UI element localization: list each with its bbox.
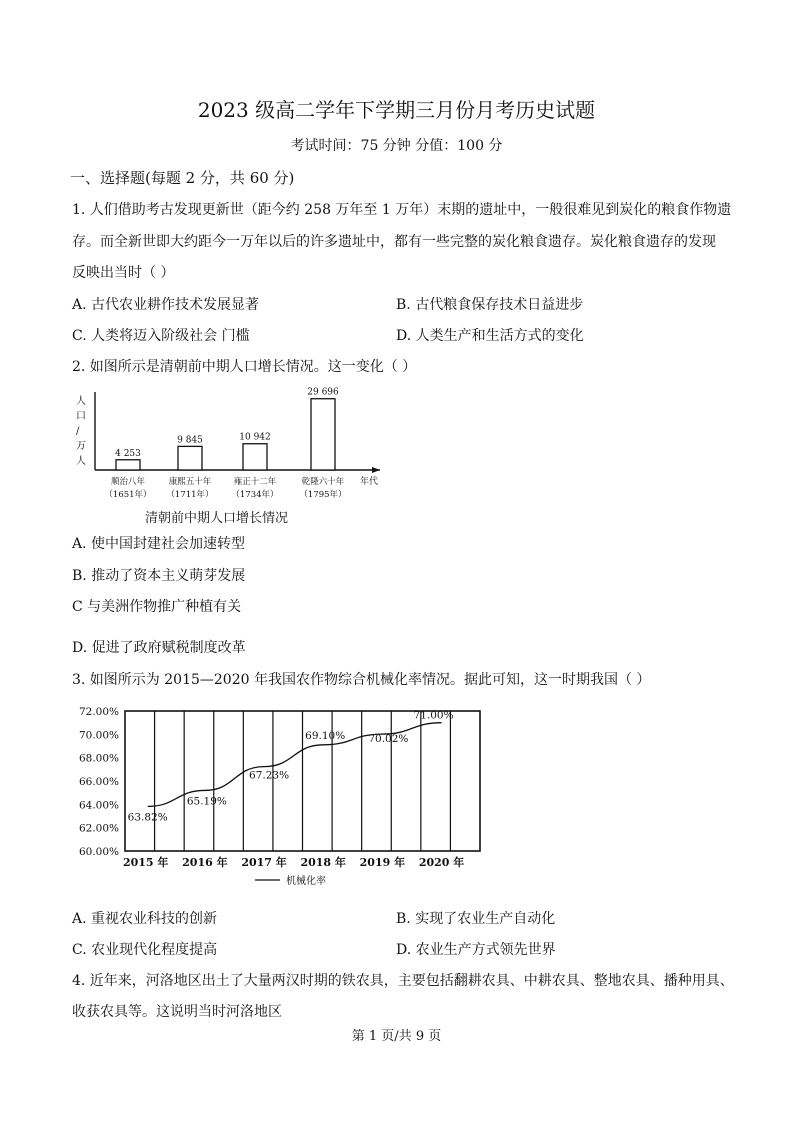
x-tick-label: 2019 年 <box>359 856 406 869</box>
question-1-option-b[interactable]: B. 古代粮食保存技术日益进步 <box>396 297 584 313</box>
population-value-label: 9 845 <box>177 435 203 446</box>
population-y-label-char: / <box>76 426 80 437</box>
x-tick-label: 2015 年 <box>122 856 169 869</box>
question-1-option-d[interactable]: D. 人类生产和生活方式的变化 <box>396 328 584 344</box>
population-category-year: （1711年） <box>166 490 214 500</box>
question-2-option-a[interactable]: A. 使中国封建社会加速转型 <box>72 536 246 552</box>
legend-label: 机械化率 <box>286 876 326 887</box>
y-tick-label: 60.00% <box>78 846 119 858</box>
y-tick-label: 72.00% <box>78 706 119 718</box>
population-x-axis-arrow <box>372 467 380 473</box>
data-label: 65.19% <box>186 795 227 808</box>
y-tick-label: 66.00% <box>78 776 119 788</box>
y-tick-label: 64.00% <box>78 799 119 812</box>
y-tick-label: 62.00% <box>78 822 119 835</box>
question-1-line-2: 存。而全新世即大约距今一万年以后的许多遗址中，都有一些完整的炭化粮食遗存。炭化粮食遗存的发现 <box>72 234 716 250</box>
population-bar <box>311 399 335 470</box>
population-x-axis-label: 年代 <box>360 477 379 487</box>
question-3-stem: 3. 如图所示为 2015—2020 年我国农作物综合机械化率情况。据此可知，这一时期我国（ ） <box>72 672 651 688</box>
data-label: 71.00% <box>413 709 454 722</box>
question-1-option-c[interactable]: C. 人类将迈入阶级社会 门槛 <box>72 328 250 344</box>
population-y-axis-label <box>76 394 86 467</box>
population-value-label: 29 696 <box>307 387 339 398</box>
question-3-option-d[interactable]: D. 农业生产方式领先世界 <box>396 942 556 958</box>
population-y-label-char: 口 <box>76 411 86 422</box>
question-1-line-3: 反映出当时（ ） <box>72 265 175 281</box>
population-category-label: 乾隆六十年 <box>301 477 345 487</box>
question-3-option-c[interactable]: C. 农业现代化程度提高 <box>72 942 218 958</box>
question-4-line-1: 4. 近年来，河洛地区出土了大量两汉时期的铁农具，主要包括翻耕农具、中耕农具、整地农具、播种用具、 <box>72 973 734 989</box>
question-1-line-1: 1. 人们借助考古发现更新世（距今约 258 万年至 1 万年）末期的遗址中，一般很难见到炭化的粮食作物遗 <box>72 202 732 218</box>
data-label: 67.23% <box>249 769 290 782</box>
data-label: 69.10% <box>305 729 346 742</box>
population-category-label: 雍正十二年 <box>233 477 277 487</box>
exam-title: 2023 级高二学年下学期三月份月考历史试题 <box>197 98 596 122</box>
population-y-label-char: 人 <box>76 396 86 407</box>
exam-subtitle: 考试时间：75 分钟 分值：100 分 <box>290 138 503 154</box>
population-chart-title: 清朝前中期人口增长情况 <box>145 511 289 526</box>
population-category-year: （1651年） <box>104 490 152 500</box>
question-4-line-2: 收获农具等。这说明当时河洛地区 <box>72 1004 282 1020</box>
x-tick-label: 2016 年 <box>182 856 228 869</box>
population-y-label-char: 人 <box>76 456 86 467</box>
question-2-stem: 2. 如图所示是清朝前中期人口增长情况。这一变化（ ） <box>72 359 417 375</box>
page-number: 第 1 页/共 9 页 <box>351 1029 442 1044</box>
mechanization-line-chart <box>70 700 500 895</box>
population-bar <box>116 460 140 470</box>
population-value-label: 4 253 <box>115 448 141 459</box>
data-label: 63.82% <box>127 811 168 824</box>
population-bar-chart <box>70 378 400 528</box>
y-tick-label: 70.00% <box>78 729 119 742</box>
data-label: 70.02% <box>368 733 409 746</box>
question-3-option-b[interactable]: B. 实现了农业生产自动化 <box>396 911 556 927</box>
population-category-label: 康熙五十年 <box>168 477 212 487</box>
question-1-option-a[interactable]: A. 古代农业耕作技术发展显著 <box>72 297 260 313</box>
population-value-label: 10 942 <box>239 432 271 443</box>
x-tick-label: 2017 年 <box>241 856 287 869</box>
question-2-option-c[interactable]: C 与美洲作物推广种植有关 <box>72 599 242 615</box>
y-tick-label: 68.00% <box>78 752 119 765</box>
question-2-option-d[interactable]: D. 促进了政府赋税制度改革 <box>72 640 246 656</box>
population-category-year: （1795年） <box>299 490 347 500</box>
x-tick-label: 2018 年 <box>300 856 346 869</box>
section-heading: 一、选择题(每题 2 分，共 60 分) <box>70 169 295 187</box>
population-y-label-char: 万 <box>76 441 86 452</box>
population-category-label: 顺治八年 <box>110 477 146 487</box>
question-3-option-a[interactable]: A. 重视农业科技的创新 <box>72 911 218 927</box>
x-tick-label: 2020 年 <box>418 856 465 869</box>
question-2-option-b[interactable]: B. 推动了资本主义萌芽发展 <box>72 568 246 584</box>
population-bar <box>178 446 202 470</box>
population-bar <box>243 444 267 470</box>
population-category-year: （1734年） <box>231 490 279 500</box>
